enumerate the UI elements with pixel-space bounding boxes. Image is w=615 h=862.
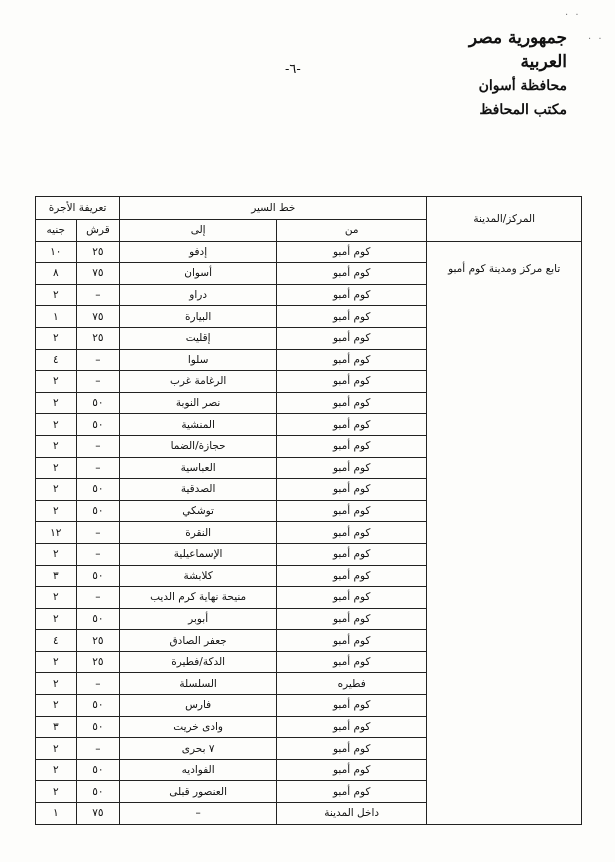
from-cell: كوم أمبو bbox=[277, 435, 427, 457]
piaster-cell: – bbox=[76, 587, 120, 609]
piaster-cell: ٢٥ bbox=[76, 630, 120, 652]
piaster-cell: – bbox=[76, 435, 120, 457]
header-city: المركز/المدينة bbox=[427, 197, 582, 242]
to-cell: الإسماعيلية bbox=[120, 543, 277, 565]
from-cell: كوم أمبو bbox=[277, 630, 427, 652]
piaster-cell: ٢٥ bbox=[76, 327, 120, 349]
piaster-cell: – bbox=[76, 349, 120, 371]
pound-cell: ٢ bbox=[36, 327, 77, 349]
to-cell: فارس bbox=[120, 695, 277, 717]
fare-table bbox=[35, 196, 582, 825]
to-cell: جعفر الصادق bbox=[120, 630, 277, 652]
header-governorate: محافظة أسوان bbox=[478, 78, 567, 94]
piaster-cell: ٧٥ bbox=[76, 803, 120, 825]
to-cell: العنصور قبلى bbox=[120, 781, 277, 803]
pound-cell: ٢ bbox=[36, 738, 77, 760]
header-from: من bbox=[277, 220, 427, 242]
from-cell: كوم أمبو bbox=[277, 543, 427, 565]
piaster-cell: ٧٥ bbox=[76, 306, 120, 328]
from-cell: كوم أمبو bbox=[277, 500, 427, 522]
header-fare: تعريفة الأجرة bbox=[36, 197, 120, 220]
piaster-cell: – bbox=[76, 371, 120, 393]
piaster-cell: ٥٠ bbox=[76, 500, 120, 522]
piaster-cell: ٢٥ bbox=[76, 651, 120, 673]
from-cell: كوم أمبو bbox=[277, 349, 427, 371]
from-cell: كوم أمبو bbox=[277, 651, 427, 673]
piaster-cell: – bbox=[76, 284, 120, 306]
to-cell: سلوا bbox=[120, 349, 277, 371]
to-cell: – bbox=[120, 803, 277, 825]
to-cell: إقليت bbox=[120, 327, 277, 349]
corner-dots-2: · · bbox=[588, 34, 604, 45]
from-cell: كوم أمبو bbox=[277, 457, 427, 479]
from-cell: داخل المدينة bbox=[277, 803, 427, 825]
pound-cell: ٢ bbox=[36, 673, 77, 695]
piaster-cell: ٥٠ bbox=[76, 608, 120, 630]
from-cell: فطيره bbox=[277, 673, 427, 695]
piaster-cell: – bbox=[76, 457, 120, 479]
piaster-cell: – bbox=[76, 673, 120, 695]
from-cell: كوم أمبو bbox=[277, 522, 427, 544]
pound-cell: ٤ bbox=[36, 349, 77, 371]
from-cell: كوم أمبو bbox=[277, 479, 427, 501]
header-pound: جنيه bbox=[36, 220, 77, 242]
from-cell: كوم أمبو bbox=[277, 608, 427, 630]
piaster-cell: – bbox=[76, 543, 120, 565]
pound-cell: ١ bbox=[36, 803, 77, 825]
pound-cell: ٢ bbox=[36, 759, 77, 781]
from-cell: كوم أمبو bbox=[277, 759, 427, 781]
from-cell: كوم أمبو bbox=[277, 371, 427, 393]
to-cell: الفواديه bbox=[120, 759, 277, 781]
pound-cell: ٢ bbox=[36, 500, 77, 522]
piaster-cell: ٥٠ bbox=[76, 392, 120, 414]
to-cell: السلسلة bbox=[120, 673, 277, 695]
piaster-cell: ٢٥ bbox=[76, 241, 120, 263]
from-cell: كوم أمبو bbox=[277, 565, 427, 587]
piaster-cell: ٥٠ bbox=[76, 565, 120, 587]
to-cell: أبوبر bbox=[120, 608, 277, 630]
to-cell: إدفو bbox=[120, 241, 277, 263]
to-cell: أسوان bbox=[120, 263, 277, 285]
header-to: إلى bbox=[120, 220, 277, 242]
piaster-cell: ٥٠ bbox=[76, 414, 120, 436]
pound-cell: ٢ bbox=[36, 414, 77, 436]
piaster-cell: ٥٠ bbox=[76, 716, 120, 738]
to-cell: الرغامة غرب bbox=[120, 371, 277, 393]
pound-cell: ٢ bbox=[36, 284, 77, 306]
from-cell: كوم أمبو bbox=[277, 327, 427, 349]
piaster-cell: – bbox=[76, 522, 120, 544]
pound-cell: ٢ bbox=[36, 608, 77, 630]
from-cell: كوم أمبو bbox=[277, 263, 427, 285]
from-cell: كوم أمبو bbox=[277, 241, 427, 263]
document-header bbox=[417, 26, 567, 122]
from-cell: كوم أمبو bbox=[277, 306, 427, 328]
to-cell: الصدقية bbox=[120, 479, 277, 501]
from-cell: كوم أمبو bbox=[277, 738, 427, 760]
pound-cell: ١٢ bbox=[36, 522, 77, 544]
pound-cell: ٤ bbox=[36, 630, 77, 652]
to-cell: منيحة نهاية كرم الديب bbox=[120, 587, 277, 609]
pound-cell: ٢ bbox=[36, 371, 77, 393]
pound-cell: ٢ bbox=[36, 651, 77, 673]
pound-cell: ٢ bbox=[36, 587, 77, 609]
header-piaster: قرش bbox=[76, 220, 120, 242]
to-cell: المنشية bbox=[120, 414, 277, 436]
pound-cell: ٣ bbox=[36, 716, 77, 738]
table-row bbox=[36, 241, 582, 263]
to-cell: حجازة/الضما bbox=[120, 435, 277, 457]
header-country: جمهورية مصر العربية bbox=[468, 28, 567, 72]
piaster-cell: ٥٠ bbox=[76, 479, 120, 501]
to-cell: توشكي bbox=[120, 500, 277, 522]
pound-cell: ١ bbox=[36, 306, 77, 328]
to-cell: العباسية bbox=[120, 457, 277, 479]
pound-cell: ٢ bbox=[36, 457, 77, 479]
piaster-cell: ٥٠ bbox=[76, 695, 120, 717]
piaster-cell: ٧٥ bbox=[76, 263, 120, 285]
city-cell: تابع مركز ومدينة كوم أمبو bbox=[427, 241, 582, 824]
pound-cell: ٣ bbox=[36, 565, 77, 587]
to-cell: البيارة bbox=[120, 306, 277, 328]
from-cell: كوم أمبو bbox=[277, 284, 427, 306]
to-cell: النقرة bbox=[120, 522, 277, 544]
from-cell: كوم أمبو bbox=[277, 392, 427, 414]
from-cell: كوم أمبو bbox=[277, 716, 427, 738]
pound-cell: ٢ bbox=[36, 695, 77, 717]
to-cell: دراو bbox=[120, 284, 277, 306]
from-cell: كوم أمبو bbox=[277, 781, 427, 803]
pound-cell: ٨ bbox=[36, 263, 77, 285]
header-route: خط السير bbox=[120, 197, 427, 220]
pound-cell: ٢ bbox=[36, 435, 77, 457]
pound-cell: ٢ bbox=[36, 392, 77, 414]
piaster-cell: ٥٠ bbox=[76, 781, 120, 803]
to-cell: نصر النوبة bbox=[120, 392, 277, 414]
piaster-cell: ٥٠ bbox=[76, 759, 120, 781]
to-cell: الدكة/فطيرة bbox=[120, 651, 277, 673]
piaster-cell: – bbox=[76, 738, 120, 760]
pound-cell: ١٠ bbox=[36, 241, 77, 263]
corner-dots: · · bbox=[565, 10, 581, 21]
pound-cell: ٢ bbox=[36, 543, 77, 565]
from-cell: كوم أمبو bbox=[277, 414, 427, 436]
page-number: -٦- bbox=[285, 62, 301, 77]
to-cell: كلابشة bbox=[120, 565, 277, 587]
pound-cell: ٢ bbox=[36, 781, 77, 803]
to-cell: وادى خريت bbox=[120, 716, 277, 738]
from-cell: كوم أمبو bbox=[277, 695, 427, 717]
pound-cell: ٢ bbox=[36, 479, 77, 501]
from-cell: كوم أمبو bbox=[277, 587, 427, 609]
to-cell: ٧ بحرى bbox=[120, 738, 277, 760]
header-office: مكتب المحافظ bbox=[479, 102, 567, 118]
